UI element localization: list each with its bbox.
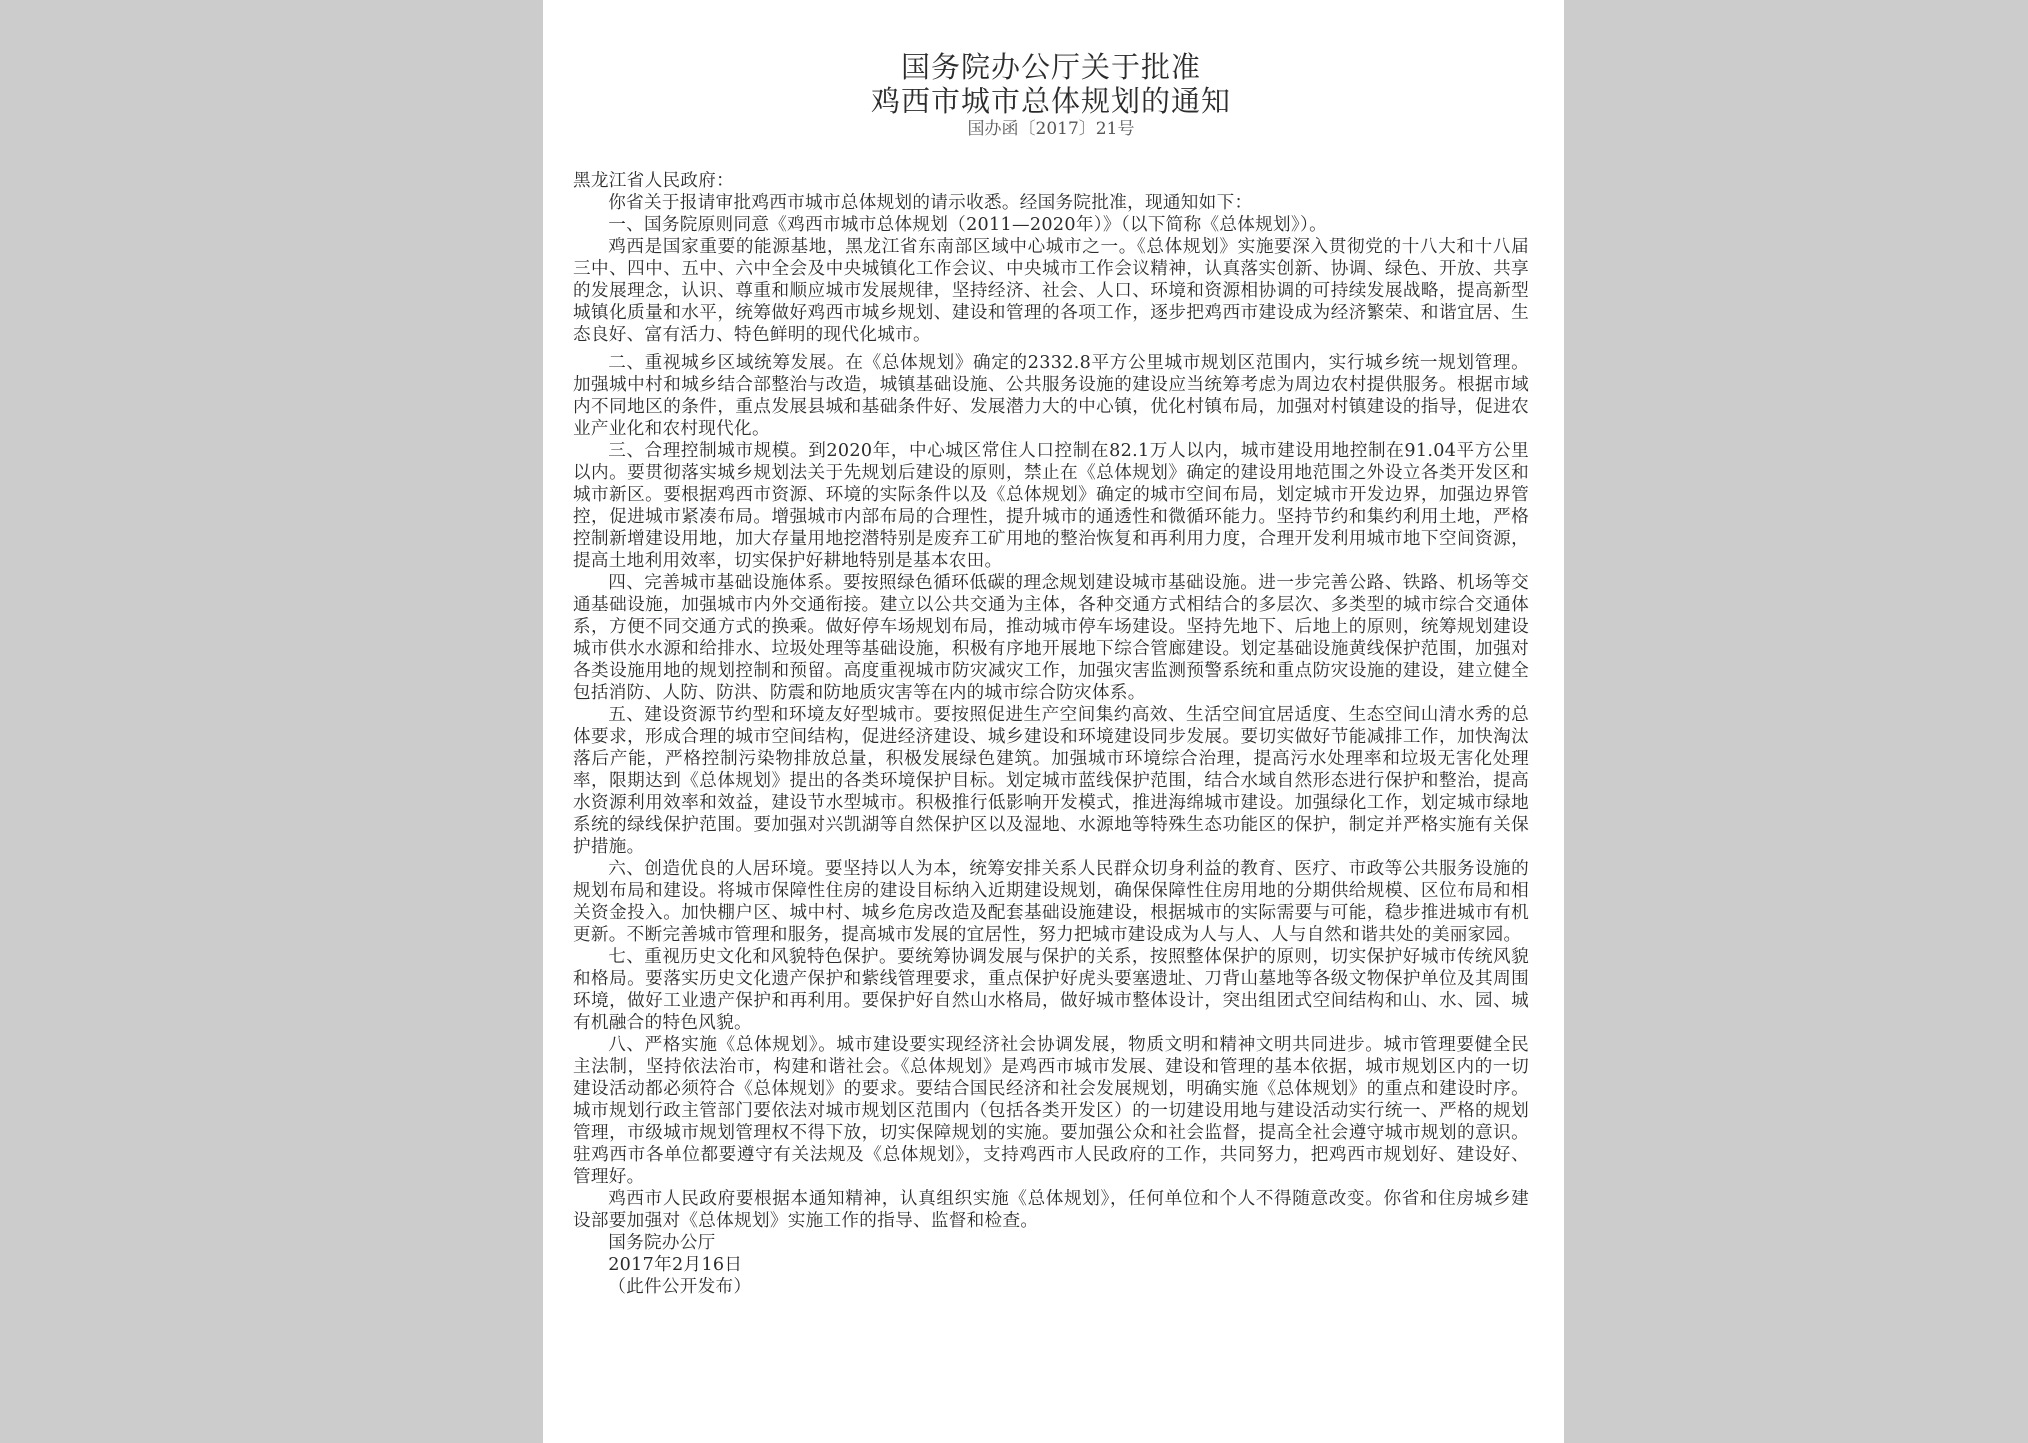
- document-body: [573, 170, 1529, 1298]
- paragraph: 鸡西是国家重要的能源基地，黑龙江省东南部区域中心城市之一。《总体规划》实施要深入贯彻党的十八大和十八届三中、四中、五中、六中全会及中央城镇化工作会议、中央城市工作会议精神，认真落实创新、协调、绿色、开放、共享的发展理念，认识、尊重和顺应城市发展规律，坚持经济、社会、人口、环境和资源相协调的可持续发展战略，提高新型城镇化质量和水平，统筹做好鸡西市城乡规划、建设和管理的各项工作，逐步把鸡西市建设成为经济繁荣、和谐宜居、生态良好、富有活力、特色鲜明的现代化城市。: [573, 237, 1529, 345]
- paragraph: 四、完善城市基础设施体系。要按照绿色循环低碳的理念规划建设城市基础设施。进一步完善公路、铁路、机场等交通基础设施，加强城市内外交通衔接。建立以公共交通为主体，各种交通方式相结合的多层次、多类型的城市综合交通体系，方便不同交通方式的换乘。做好停车场规划布局，推动城市停车场建设。坚持先地下、后地上的原则，统筹规划建设城市供水水源和给排水、垃圾处理等基础设施，积极有序地开展地下综合管廊建设。划定基础设施黄线保护范围，加强对各类设施用地的规划控制和预留。高度重视城市防灾减灾工作，加强灾害监测预警系统和重点防灾设施的建设，建立健全包括消防、人防、防洪、防震和防地质灾害等在内的城市综合防灾体系。: [573, 573, 1529, 703]
- paragraph: 一、国务院原则同意《鸡西市城市总体规划（2011—2020年）》（以下简称《总体规划》）。: [608, 215, 1328, 235]
- paragraph: 二、重视城乡区域统筹发展。在《总体规划》确定的2332.8平方公里城市规划区范围内，实行城乡统一规划管理。加强城中村和城乡结合部整治与改造，城镇基础设施、公共服务设施的建设应当统筹考虑为周边农村提供服务。根据市域内不同地区的条件，重点发展县城和基础条件好、发展潜力大的中心镇，优化村镇布局，加强对村镇建设的指导，促进农业产业化和农村现代化。: [573, 353, 1529, 439]
- paragraph: 七、重视历史文化和风貌特色保护。要统筹协调发展与保护的关系，按照整体保护的原则，切实保护好城市传统风貌和格局。要落实历史文化遗产保护和紫线管理要求，重点保护好虎头要塞遗址、刀背山墓地等各级文物保护单位及其周围环境，做好工业遗产保护和再利用。要保护好自然山水格局，做好城市整体设计，突出组团式空间结构和山、水、园、城有机融合的特色风貌。: [573, 947, 1529, 1033]
- document-page: [543, 0, 1564, 1443]
- paragraph: 鸡西市人民政府要根据本通知精神，认真组织实施《总体规划》，任何单位和个人不得随意改变。你省和住房城乡建设部要加强对《总体规划》实施工作的指导、监督和检查。: [573, 1189, 1529, 1231]
- document-title-line-2: 鸡西市城市总体规划的通知: [870, 84, 1231, 118]
- document-date: 2017年2月16日: [608, 1255, 743, 1275]
- signature: 国务院办公厅: [608, 1233, 716, 1253]
- paragraph: 八、严格实施《总体规划》。城市建设要实现经济社会协调发展，物质文明和精神文明共同进步。城市管理要健全民主法制，坚持依法治市，构建和谐社会。《总体规划》是鸡西市城市发展、建设和管理的基本依据，城市规划区内的一切建设活动都必须符合《总体规划》的要求。要结合国民经济和社会发展规划，明确实施《总体规划》的重点和建设时序。城市规划行政主管部门要依法对城市规划区范围内（包括各类开发区）的一切建设用地与建设活动实行统一、严格的规划管理，市级城市规划管理权不得下放，切实保障规划的实施。要加强公众和社会监督，提高全社会遵守城市规划的意识。驻鸡西市各单位都要遵守有关法规及《总体规划》，支持鸡西市人民政府的工作，共同努力，把鸡西市规划好、建设好、管理好。: [573, 1035, 1529, 1187]
- paragraph: 三、合理控制城市规模。到2020年，中心城区常住人口控制在82.1万人以内，城市建设用地控制在91.04平方公里以内。要贯彻落实城乡规划法关于先规划后建设的原则，禁止在《总体规划》确定的建设用地范围之外设立各类开发区和城市新区。要根据鸡西市资源、环境的实际条件以及《总体规划》确定的城市空间布局，划定城市开发边界，加强边界管控，促进城市紧凑布局。增强城市内部布局的合理性，提升城市的通透性和微循环能力。坚持节约和集约利用土地，严格控制新增建设用地，加大存量用地挖潜特别是废弃工矿用地的整治恢复和再利用力度，合理开发利用城市地下空间资源，提高土地利用效率，切实保护好耕地特别是基本农田。: [573, 441, 1529, 571]
- paragraph: 你省关于报请审批鸡西市城市总体规划的请示收悉。经国务院批准，现通知如下：: [608, 193, 1253, 213]
- document-title-line-1: 国务院办公厅关于批准: [900, 50, 1201, 84]
- paragraph: 五、建设资源节约型和环境友好型城市。要按照促进生产空间集约高效、生活空间宜居适度、生态空间山清水秀的总体要求，形成合理的城市空间结构，促进经济建设、城乡建设和环境建设同步发展。要切实做好节能减排工作，加快淘汰落后产能，严格控制污染物排放总量，积极发展绿色建筑。加强城市环境综合治理，提高污水处理率和垃圾无害化处理率，限期达到《总体规划》提出的各类环境保护目标。划定城市蓝线保护范围，结合水域自然形态进行保护和整治，提高水资源利用效率和效益，建设节水型城市。积极推行低影响开发模式，推进海绵城市建设。加强绿化工作，划定城市绿地系统的绿线保护范围。要加强对兴凯湖等自然保护区以及湿地、水源地等特殊生态功能区的保护，制定并严格实施有关保护措施。: [573, 705, 1529, 857]
- document-number: 国办函〔2017〕21号: [967, 119, 1135, 139]
- publish-note: （此件公开发布）: [608, 1277, 752, 1297]
- salutation: 黑龙江省人民政府：: [573, 171, 735, 191]
- paragraph: 六、创造优良的人居环境。要坚持以人为本，统筹安排关系人民群众切身利益的教育、医疗、市政等公共服务设施的规划布局和建设。将城市保障性住房的建设目标纳入近期建设规划，确保保障性住房用地的分期供给规模、区位布局和相关资金投入。加快棚户区、城中村、城乡危房改造及配套基础设施建设，根据城市的实际需要与可能，稳步推进城市有机更新。不断完善城市管理和服务，提高城市发展的宜居性，努力把城市建设成为人与人、人与自然和谐共处的美丽家园。: [573, 859, 1529, 945]
